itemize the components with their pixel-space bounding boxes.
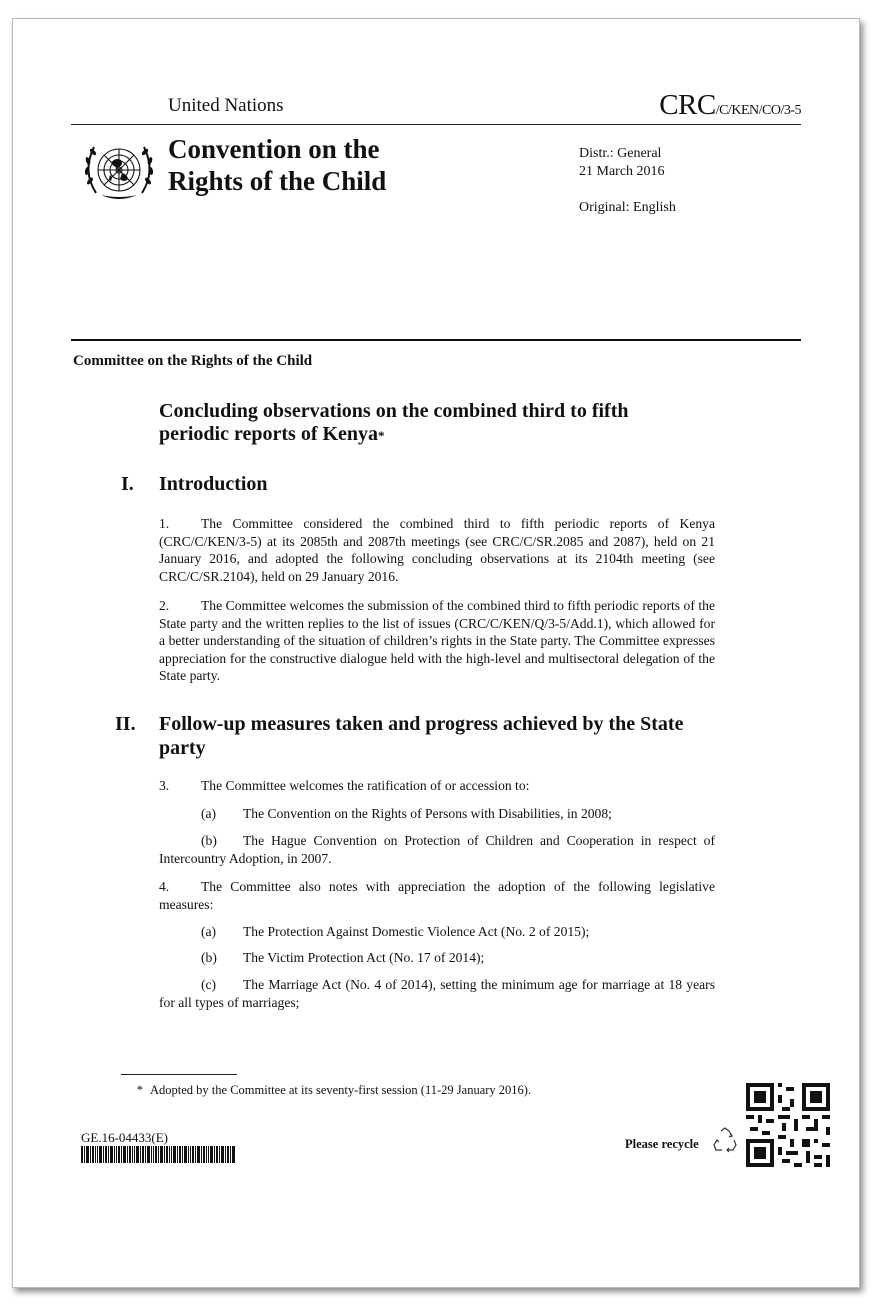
subparagraph-label: (a): [201, 806, 217, 821]
subparagraph-text: The Victim Protection Act (No. 17 of 2014);: [243, 950, 485, 965]
document-title-line-2: periodic reports of Kenya: [159, 423, 379, 445]
paragraph-text: The Committee welcomes the ratification of or accession to:: [201, 778, 530, 793]
paragraph-2: [159, 597, 715, 685]
paragraph-text: The Committee also notes with appreciation the adoption of the following legislative measures:: [159, 879, 715, 912]
subparagraph-4b: [159, 949, 715, 967]
issue-date: 21 March 2016: [579, 164, 665, 179]
un-emblem-icon: [77, 135, 161, 205]
subparagraph-label: (c): [201, 977, 217, 992]
section-title-line-1: Follow-up measures taken and progress achieved by the State: [159, 713, 684, 735]
subparagraph-3b: [159, 832, 715, 867]
subparagraph-label: (b): [201, 833, 217, 848]
document-symbol: [659, 89, 801, 122]
subparagraph-3a: [159, 805, 715, 823]
paragraph-3: [159, 777, 715, 795]
document-title: [159, 400, 719, 447]
qr-code-icon: [746, 1083, 830, 1167]
subparagraph-4c: [159, 976, 715, 1011]
recycle-label: Please recycle: [625, 1137, 699, 1151]
recycle-icon: [711, 1127, 739, 1153]
paragraph-4: [159, 878, 715, 913]
section-heading-1: [121, 472, 731, 498]
footnote-marker: *: [378, 428, 385, 443]
section-title: Introduction: [159, 473, 268, 495]
paragraph-text: The Committee welcomes the submission of the combined third to fifth periodic reports of the State party and the written replies to the list of issues (CRC/C/KEN/Q/3-5/Add.1), which allowed for a better understanding of the situation of children’s rights in the State party. The Committee expresses appreciation for the constructive dialogue held with the high-level and multisectoral delegation of the State party.: [159, 598, 715, 683]
title-line-2: Rights of the Child: [168, 166, 387, 196]
subparagraph-4a: [159, 923, 715, 941]
symbol-main: CRC: [659, 89, 716, 121]
paragraph-text: The Committee considered the combined third to fifth periodic reports of Kenya (CRC/C/KEN/3-5) at its 2085th and 2087th meetings (see CRC/C/SR.2085 and 2087), held on 21 January 2016, and adopted the following concluding observations at its 2104th meeting (see CRC/C/SR.2104), held on 29 January 2016.: [159, 516, 715, 584]
paragraph-number: 4.: [159, 879, 170, 894]
paragraph-number: 1.: [159, 516, 170, 531]
distribution: Distr.: General: [579, 146, 662, 161]
barcode-icon: [81, 1146, 235, 1163]
section-number: II.: [115, 713, 136, 735]
subparagraph-label: (b): [201, 950, 217, 965]
section-title-line-2: party: [159, 737, 206, 759]
committee-name: Committee on the Rights of the Child: [73, 353, 313, 369]
subparagraph-text: The Hague Convention on Protection of Children and Cooperation in respect of Intercountry Adoption, in 2007.: [159, 833, 715, 866]
paragraph-number: 2.: [159, 598, 170, 613]
footnote: [125, 1083, 531, 1098]
footnote-marker: *: [136, 1083, 143, 1097]
header-rule: [71, 124, 801, 125]
title-line-1: Convention on the: [168, 134, 380, 164]
convention-title: [168, 133, 386, 197]
section-number: I.: [121, 473, 134, 495]
header-thick-rule: [71, 339, 801, 341]
subparagraph-text: The Protection Against Domestic Violence Act (No. 2 of 2015);: [243, 924, 590, 939]
org-name: United Nations: [168, 95, 284, 116]
original-language: Original: English: [579, 200, 676, 215]
section-heading-2: [115, 712, 735, 762]
distribution-block: [579, 145, 665, 181]
document-page: [12, 18, 860, 1288]
footnote-text: Adopted by the Committee at its seventy-first session (11-29 January 2016).: [150, 1083, 532, 1097]
paragraph-number: 3.: [159, 778, 170, 793]
job-number: GE.16-04433(E): [81, 1130, 169, 1145]
subparagraph-text: The Convention on the Rights of Persons with Disabilities, in 2008;: [243, 806, 612, 821]
footnote-separator: [121, 1074, 237, 1075]
symbol-sub: /C/KEN/CO/3-5: [715, 103, 801, 118]
subparagraph-label: (a): [201, 924, 217, 939]
document-title-line-1: Concluding observations on the combined third to fifth: [159, 400, 629, 422]
subparagraph-text: The Marriage Act (No. 4 of 2014), setting the minimum age for marriage at 18 years for all types of marriages;: [159, 977, 715, 1010]
paragraph-1: [159, 515, 715, 585]
